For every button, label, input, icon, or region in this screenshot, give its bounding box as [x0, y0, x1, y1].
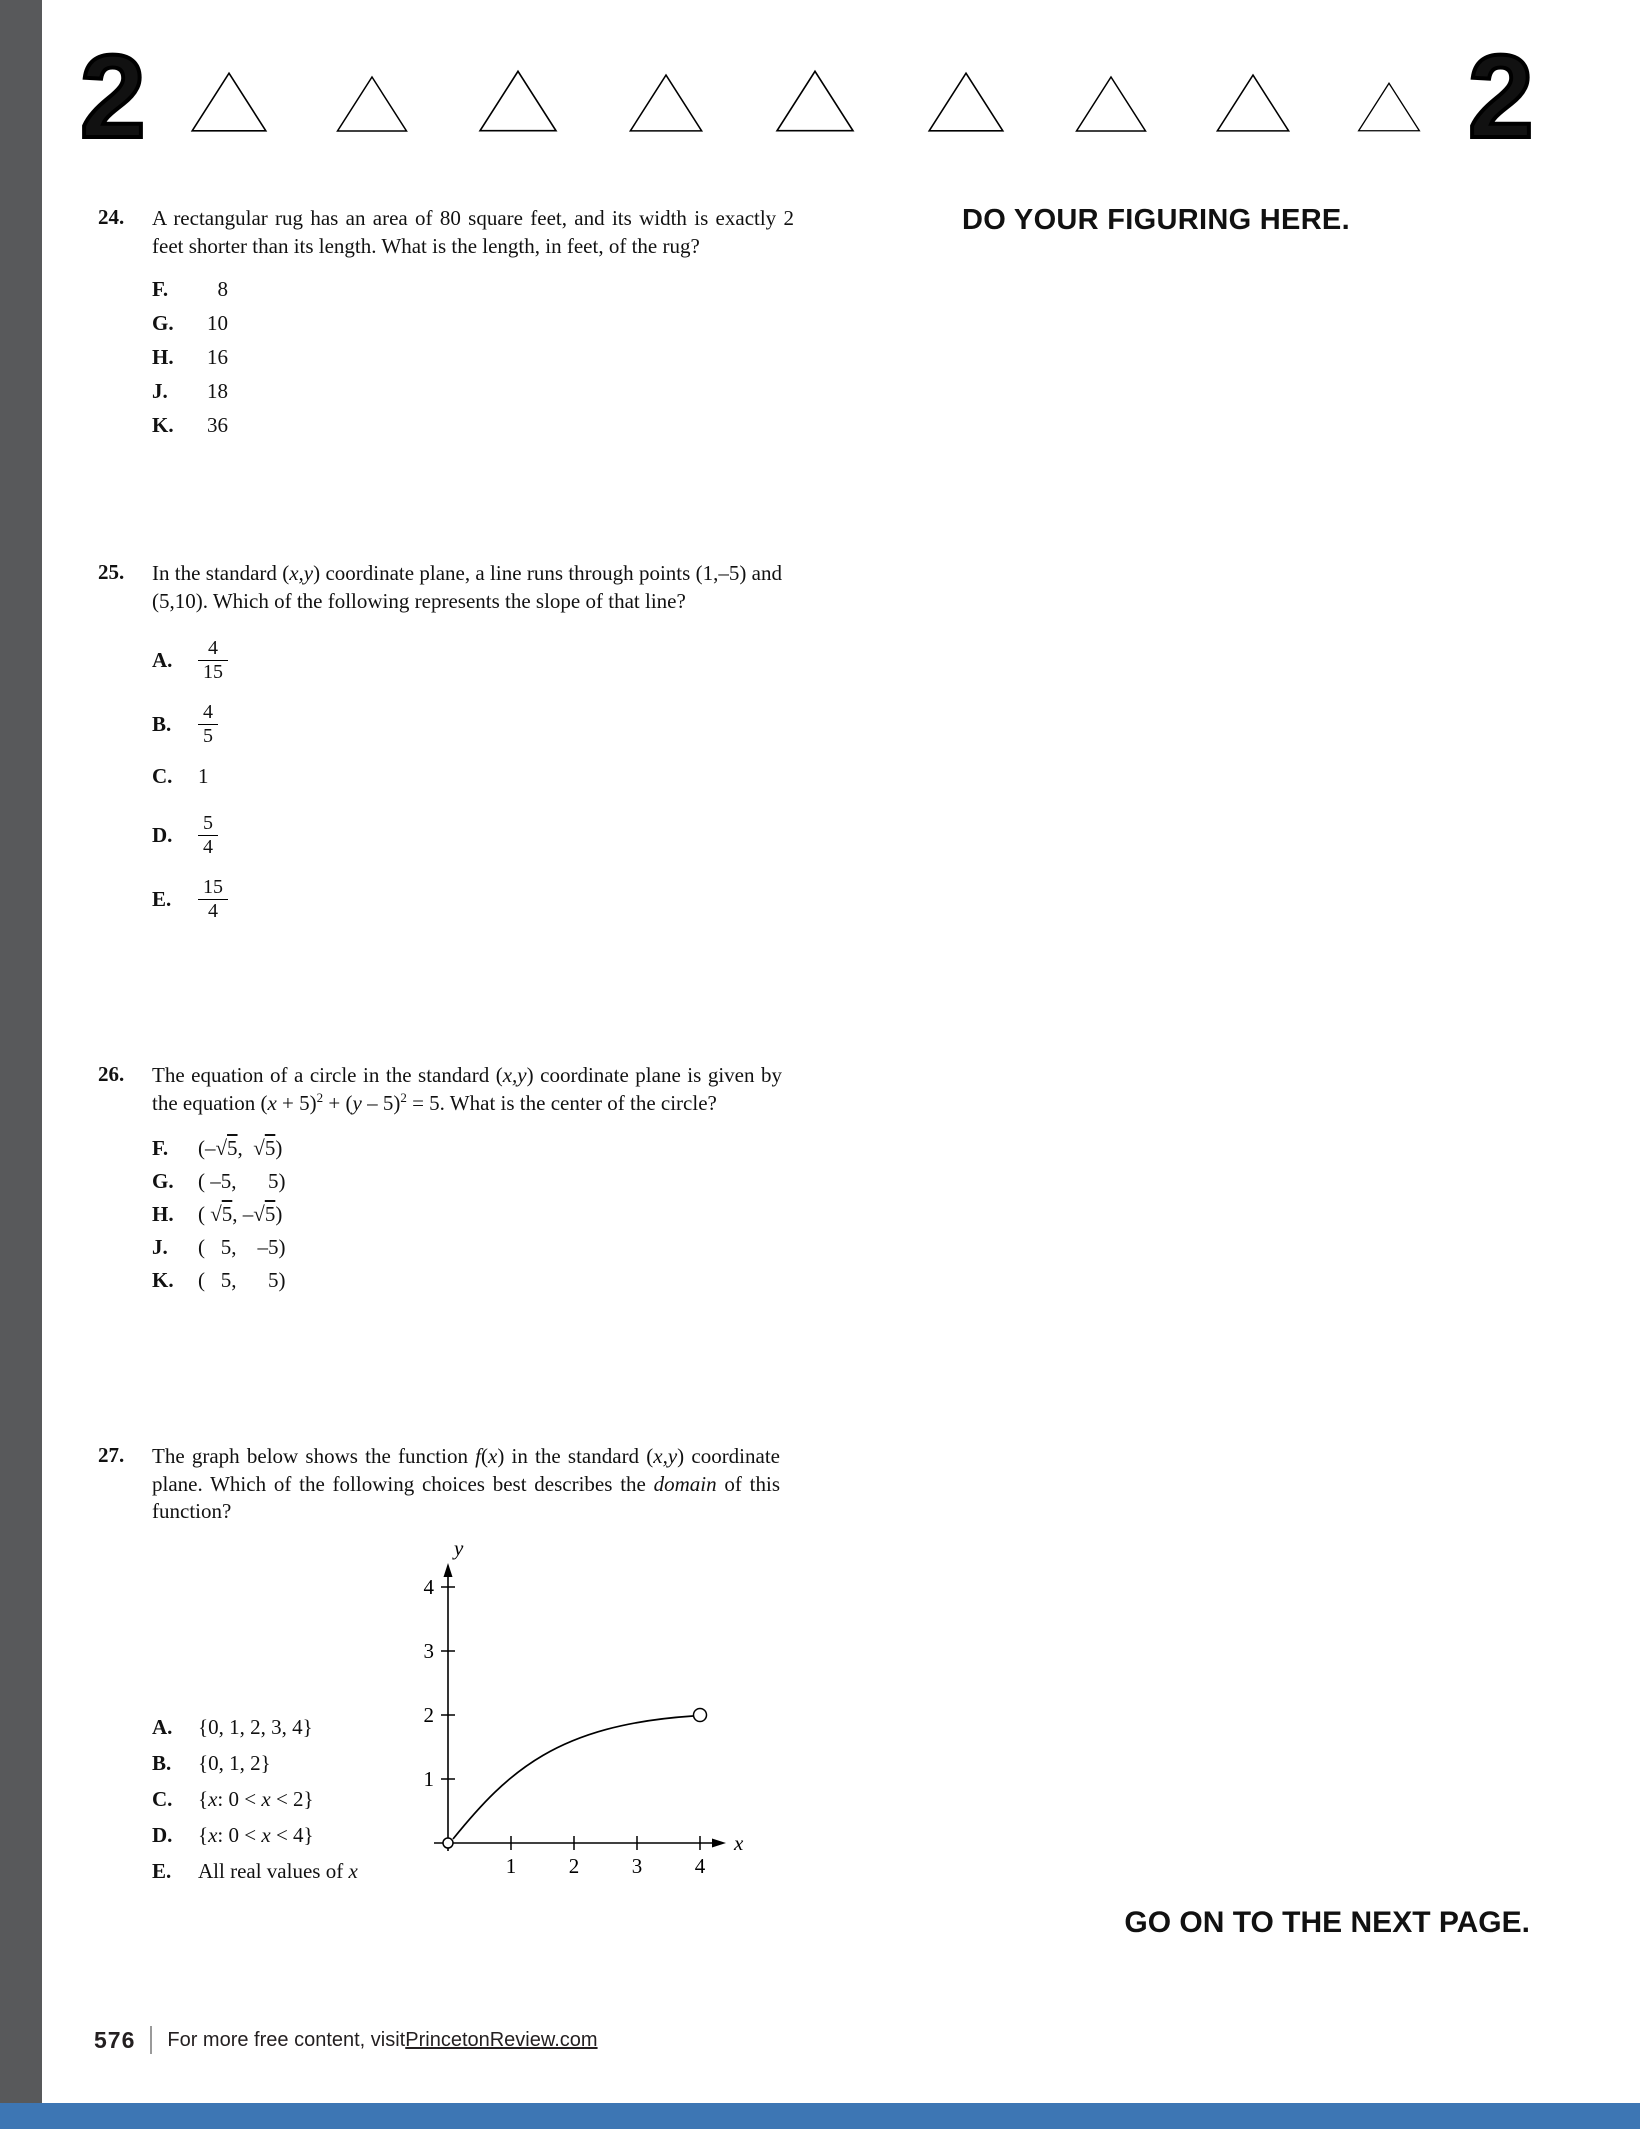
function-graph [408, 1533, 768, 1889]
choice-label: K. [152, 413, 174, 438]
choice-label: H. [152, 345, 174, 370]
open-endpoint-end [694, 1709, 707, 1722]
x-tick-label: 2 [568, 1854, 580, 1878]
triangle-icon [922, 70, 1010, 134]
choice-label: D. [152, 1823, 173, 1847]
triangle-icon [1071, 74, 1151, 134]
choice-value: 16 [207, 345, 228, 370]
choice-row [152, 1136, 798, 1161]
open-endpoint-origin [443, 1838, 453, 1848]
choice-label: B. [152, 1751, 172, 1775]
choice-value: 36 [207, 413, 228, 438]
x-tick-label: 3 [631, 1854, 643, 1878]
triangle-icon [624, 72, 708, 134]
question-number: 25. [98, 560, 125, 584]
choice-label: H. [152, 1202, 174, 1227]
fraction: $\frac{15}{4}$ [198, 876, 228, 923]
triangle-icon [769, 68, 861, 134]
choice-row [152, 413, 798, 438]
y-tick-label: 1 [423, 1767, 434, 1791]
choice-value: ( 5, –5) [198, 1235, 286, 1260]
choice-row [152, 693, 798, 755]
choice-label: C. [152, 763, 173, 788]
y-axis-label: y [454, 1536, 464, 1560]
question-number: 27. [98, 1443, 125, 1467]
choice-value: 18 [207, 379, 228, 404]
page-footer [94, 2026, 598, 2054]
choice-label: F. [152, 277, 169, 302]
choice-row [152, 804, 798, 866]
choice-row [152, 1751, 418, 1776]
choice-label: A. [152, 1715, 173, 1739]
choice-row [152, 1202, 798, 1227]
page-number: 576 [94, 2026, 136, 2053]
question-number: 24. [98, 205, 125, 229]
choice-value: {0, 1, 2, 3, 4} [198, 1715, 313, 1739]
choice-row [152, 757, 798, 795]
y-tick-label: 4 [423, 1575, 434, 1599]
go-on-text: GO ON TO THE NEXT PAGE. [1124, 1906, 1530, 1939]
choice-label: E. [152, 1859, 172, 1883]
choice-row [152, 277, 798, 302]
x-axis-arrow [712, 1839, 726, 1848]
choice-value: {x: 0 < x < 2} [198, 1787, 314, 1811]
y-tick-label: 3 [423, 1639, 434, 1663]
triangle-icon [186, 70, 272, 134]
choice-row [152, 868, 798, 930]
choice-value: (–√5, √5) [198, 1136, 283, 1161]
function-curve [453, 1716, 693, 1839]
choice-label: K. [152, 1268, 174, 1293]
footer-text: For more free content, visit [167, 2028, 406, 2051]
footer-divider [150, 2026, 152, 2054]
choice-label: E. [152, 886, 172, 911]
choice-label: G. [152, 311, 174, 336]
choice-row [152, 311, 798, 336]
section-number-right: 2 [1468, 31, 1532, 163]
left-margin-strip [0, 0, 42, 2129]
choice-list [98, 629, 798, 930]
triangle-icon [333, 74, 411, 134]
choice-value: {0, 1, 2} [198, 1751, 271, 1775]
choice-row [152, 629, 798, 691]
choice-value: {x: 0 < x < 4} [198, 1823, 314, 1847]
x-tick-label: 1 [505, 1854, 517, 1878]
question-24 [98, 205, 798, 447]
question-text: A rectangular rug has an area of 80 square feet, and its width is exactly 2 feet shorter than its length. What is the length, in feet, of the rug? [152, 206, 794, 258]
fraction: $\frac{5}{4}$ [198, 812, 218, 859]
fraction: $\frac{4}{5}$ [198, 701, 218, 748]
choice-list [98, 1715, 418, 1895]
choice-value: 10 [207, 311, 228, 336]
choice-row [152, 1823, 418, 1848]
choice-label: F. [152, 1136, 169, 1161]
section-number-left: 2 [80, 31, 144, 163]
x-axis-label: x [734, 1831, 744, 1855]
x-tick-label: 4 [694, 1854, 706, 1878]
question-text: The equation of a circle in the standard (x,y) coordinate plane is given by the equation $(x + 5)^2 + (y - 5)^2 = 5$. What is the center of the circle? [152, 1063, 782, 1115]
y-axis-arrow [444, 1563, 453, 1577]
choice-value: 1 [198, 763, 209, 788]
footer-link[interactable]: PrincetonReview.com [405, 2028, 598, 2051]
choice-value: ( √5, –√5) [198, 1202, 283, 1227]
choice-row [152, 345, 798, 370]
triangle-icon [1211, 72, 1295, 134]
bottom-bar [0, 2103, 1640, 2129]
choice-label: D. [152, 822, 173, 847]
y-tick-label: 2 [423, 1703, 434, 1727]
triangle-icon [1356, 80, 1422, 134]
triangle-icon [472, 68, 564, 134]
choice-row [152, 379, 798, 404]
question-25 [98, 560, 798, 932]
choice-label: B. [152, 711, 172, 736]
figuring-header: DO YOUR FIGURING HERE. [962, 204, 1350, 236]
question-27 [98, 1443, 798, 2003]
triangle-row [186, 62, 1422, 134]
choice-list [98, 277, 798, 438]
fraction: $\frac{4}{15}$ [198, 637, 228, 684]
graph-svg [408, 1533, 768, 1889]
choice-row [152, 1715, 418, 1740]
choice-label: G. [152, 1169, 174, 1194]
question-text: In the standard (x,y) coordinate plane, a line runs through points (1,–5) and (5,10). Which of the following represents the slope of that line? [152, 561, 782, 613]
choice-label: J. [152, 379, 168, 404]
question-text: The graph below shows the function f(x) in the standard (x,y) coordinate plane. Which of the following choices best describes the domain of this function? [152, 1444, 780, 1524]
choice-row [152, 1787, 418, 1812]
choice-list [98, 1136, 798, 1293]
choice-value: All real values of x [198, 1859, 358, 1883]
choice-value: 8 [217, 277, 228, 302]
choice-row [152, 1268, 798, 1293]
choice-row [152, 1235, 798, 1260]
question-number: 26. [98, 1062, 125, 1086]
choice-label: A. [152, 647, 173, 672]
question-26 [98, 1062, 798, 1301]
choice-row [152, 1169, 798, 1194]
choice-row [152, 1859, 418, 1884]
choice-value: ( 5, 5) [198, 1268, 286, 1293]
choice-label: C. [152, 1787, 173, 1811]
choice-label: J. [152, 1235, 168, 1260]
choice-value: ( –5, 5) [198, 1169, 286, 1194]
